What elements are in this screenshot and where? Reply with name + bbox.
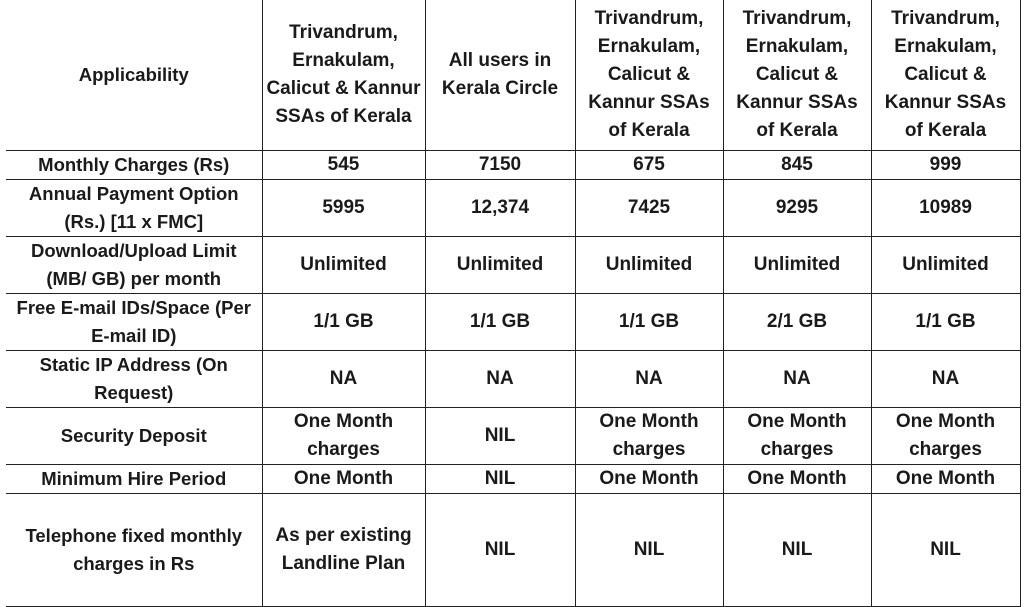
table-cell: NA	[723, 350, 871, 407]
table-cell: 7150	[425, 150, 575, 179]
table-cell: One Month charges	[723, 407, 871, 464]
table-cell: NIL	[723, 493, 871, 606]
table-cell: 999	[871, 150, 1020, 179]
tariff-table	[6, 0, 1021, 607]
table-cell: One Month charges	[262, 407, 425, 464]
table-cell: 1/1 GB	[425, 293, 575, 350]
table-cell: 1/1 GB	[575, 293, 723, 350]
table-cell: Unlimited	[575, 236, 723, 293]
table-cell: 1/1 GB	[871, 293, 1020, 350]
table-cell: 675	[575, 150, 723, 179]
table-cell: NIL	[425, 407, 575, 464]
table-cell: One Month	[575, 464, 723, 493]
row-label: Telephone fixed monthly charges in Rs	[6, 493, 262, 606]
table-cell: 2/1 GB	[723, 293, 871, 350]
table-cell: NIL	[575, 493, 723, 606]
table-cell: NA	[575, 350, 723, 407]
table-cell: 845	[723, 150, 871, 179]
table-cell: NA	[262, 350, 425, 407]
table-header-row	[6, 0, 1020, 150]
header-cell: Trivandrum, Ernakulam, Calicut & Kannur SSAs of Kerala	[262, 0, 425, 150]
table-cell: One Month	[723, 464, 871, 493]
row-label: Annual Payment Option (Rs.) [11 x FMC]	[6, 179, 262, 236]
row-label: Security Deposit	[6, 407, 262, 464]
table-cell: Unlimited	[723, 236, 871, 293]
table-cell: 5995	[262, 179, 425, 236]
table-cell: 545	[262, 150, 425, 179]
table-cell: One Month	[262, 464, 425, 493]
table-cell: 1/1 GB	[262, 293, 425, 350]
table-cell: Unlimited	[262, 236, 425, 293]
table-cell: NA	[871, 350, 1020, 407]
row-label: Download/Upload Limit (MB/ GB) per month	[6, 236, 262, 293]
table-row	[6, 236, 1020, 293]
row-label: Free E-mail IDs/Space (Per E-mail ID)	[6, 293, 262, 350]
table-cell: 7425	[575, 179, 723, 236]
header-cell: Trivandrum, Ernakulam, Calicut & Kannur SSAs of Kerala	[871, 0, 1020, 150]
table-row	[6, 350, 1020, 407]
header-cell: All users in Kerala Circle	[425, 0, 575, 150]
table-cell: Unlimited	[425, 236, 575, 293]
table-row	[6, 464, 1020, 493]
table-cell: One Month	[871, 464, 1020, 493]
row-label: Static IP Address (On Request)	[6, 350, 262, 407]
table-row	[6, 407, 1020, 464]
table-cell: 9295	[723, 179, 871, 236]
row-label-applicability: Applicability	[6, 0, 262, 150]
table-cell: NIL	[425, 493, 575, 606]
table-cell: Unlimited	[871, 236, 1020, 293]
table-cell: As per existing Landline Plan	[262, 493, 425, 606]
table-row	[6, 179, 1020, 236]
row-label: Monthly Charges (Rs)	[6, 150, 262, 179]
table-cell: NIL	[425, 464, 575, 493]
table-cell: NA	[425, 350, 575, 407]
table-row	[6, 493, 1020, 606]
table-row	[6, 293, 1020, 350]
table-cell: 12,374	[425, 179, 575, 236]
row-label: Minimum Hire Period	[6, 464, 262, 493]
table-cell: 10989	[871, 179, 1020, 236]
table-cell: One Month charges	[871, 407, 1020, 464]
header-cell: Trivandrum, Ernakulam, Calicut & Kannur SSAs of Kerala	[575, 0, 723, 150]
header-cell: Trivandrum, Ernakulam, Calicut & Kannur SSAs of Kerala	[723, 0, 871, 150]
table-cell: One Month charges	[575, 407, 723, 464]
table-cell: NIL	[871, 493, 1020, 606]
table-row	[6, 150, 1020, 179]
